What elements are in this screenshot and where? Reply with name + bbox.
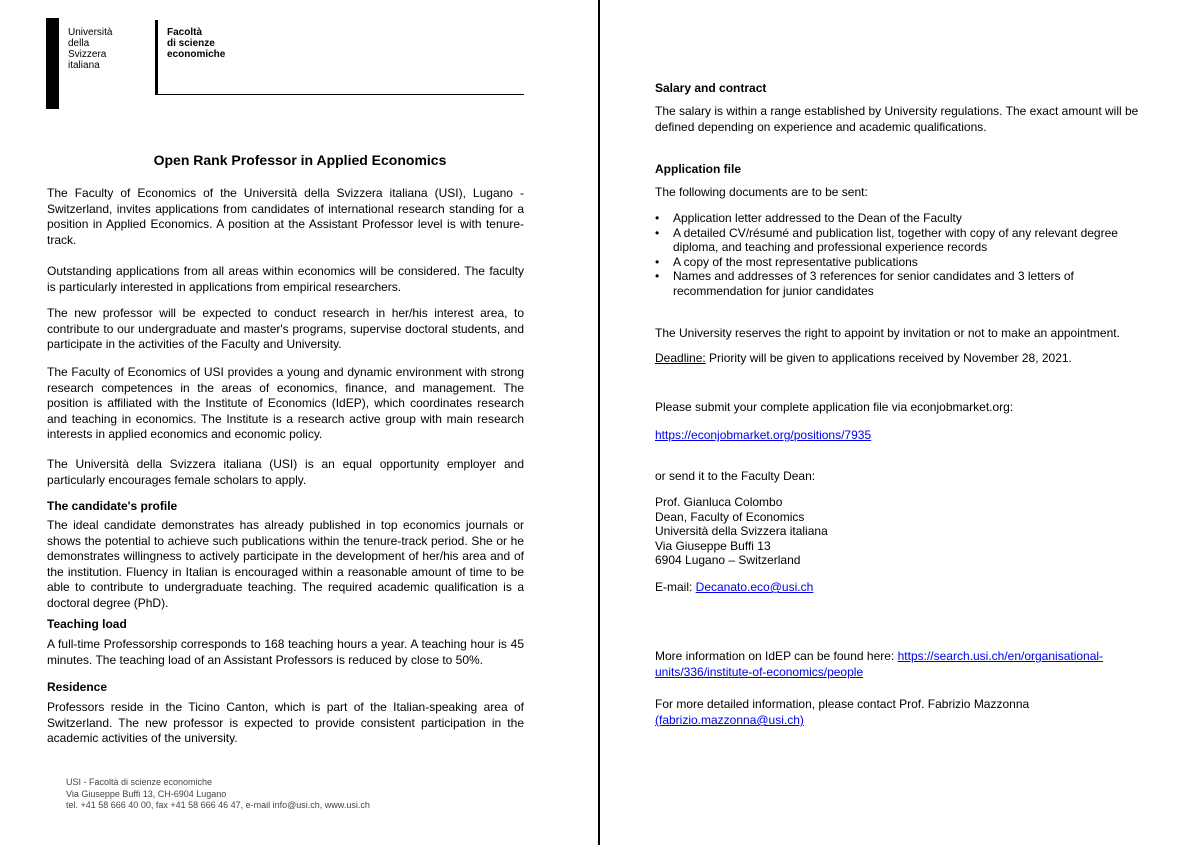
footer-line: USI - Facoltà di scienze economiche (66, 777, 213, 787)
logo-line: della (68, 38, 90, 49)
faculty-paragraph: The Faculty of Economics of USI provides a young and dynamic environment with strong research competences in the areas of economics, finance, and management. The position is affiliated with the Institute of Economics (IdEP), which coordinates research and teaching in economics. The Institute is a research active group with main research interests in applied economics and economic policy. (47, 365, 524, 441)
page-title: Open Rank Professor in Applied Economics (153, 152, 447, 168)
logo-line: di scienze (167, 38, 215, 49)
header-rule (156, 94, 524, 95)
application-heading: Application file (655, 162, 742, 176)
duties-paragraph: The new professor will be expected to conduct research in her/his interest area, to contribute to our undergraduate and master's programs, supervise doctoral students, and participate in the activities of the Faculty and University. (47, 306, 524, 351)
contact-text: For more detailed information, please contact Prof. Fabrizio Mazzonna (655, 697, 1030, 711)
email-line (655, 579, 1145, 595)
logo-line: italiana (68, 60, 100, 71)
teaching-paragraph: A full-time Professorship corresponds to 168 teaching hours a year. A teaching hour is 45 minutes. The teaching load of an Assistant Professors is reduced by close to 50%. (47, 637, 524, 667)
email-label: E-mail: (655, 580, 696, 594)
footer-line: tel. +41 58 666 40 00, fax +41 58 666 46 47, e-mail info@usi.ch, www.usi.ch (66, 800, 370, 810)
list-item: • A detailed CV/résumé and publication list, together with copy of any relevant degree diploma, and teaching and professional experience records (655, 226, 1125, 255)
logo-line: Facoltà (167, 27, 203, 38)
documents-list (655, 211, 1125, 298)
residence-heading: Residence (47, 680, 108, 694)
salary-heading: Salary and contract (655, 81, 767, 95)
profile-paragraph: The ideal candidate demonstrates has already published in top economics journals or shows the potential to achieve such publications within the tenure-track period. She or he demonstrates willingness to actively participate in the development of her/his area and of the institution. Fluency in Italian is encouraged within a reasonable amount of time to be able to contribute to undergraduate teaching. The required academic qualification is a doctoral degree (PhD). (47, 518, 524, 610)
logo-line: economiche (167, 49, 226, 60)
residence-paragraph: Professors reside in the Ticino Canton, which is part of the Italian-speaking area of Switzerland. The new professor is expected to provide consistent participation in the academic activities of the university. (47, 700, 524, 745)
deadline-text: Priority will be given to applications received by November 28, 2021. (705, 351, 1072, 365)
more-info-paragraph (655, 648, 1125, 680)
send-paragraph: or send it to the Faculty Dean: (655, 469, 816, 483)
logo-line: Svizzera (68, 49, 107, 60)
faculty-logo-text (167, 27, 225, 60)
idep-link[interactable]: https://search.usi.ch/en/organisational-units/336/institute-of-economics/people (655, 649, 1104, 679)
address-line: Università della Svizzera italiana (655, 524, 828, 538)
application-intro: The following documents are to be sent: (655, 185, 868, 199)
areas-paragraph: Outstanding applications from all areas within economics will be considered. The faculty is particularly interested in applications from empirical researchers. (47, 264, 524, 294)
econjobmarket-link[interactable]: https://econjobmarket.org/positions/7935 (655, 428, 872, 442)
university-logo-text (68, 27, 112, 71)
address-line: Prof. Gianluca Colombo (655, 495, 783, 509)
intro-paragraph: The Faculty of Economics of the Università della Svizzera italiana (USI), Lugano - Switzerland, invites applications from candidates of international research standing for a position in Applied Economics. A position at the Assistant Professor level is with tenure-track. (47, 186, 524, 247)
deadline-label: Deadline: (655, 351, 706, 365)
contact-paragraph (655, 696, 1145, 728)
reserve-paragraph: The University reserves the right to appoint by invitation or not to make an appointment. (655, 326, 1120, 340)
salary-paragraph: The salary is within a range established by University regulations. The exact amount will be defined depending on experience and academic qualifications. (655, 104, 1139, 134)
submit-link-line (655, 427, 1145, 443)
contact-email-link[interactable]: (fabrizio.mazzonna@usi.ch) (655, 713, 804, 727)
address-line: Via Giuseppe Buffi 13 (655, 538, 771, 553)
more-info-text: More information on IdEP can be found here: (655, 649, 898, 663)
teaching-heading: Teaching load (47, 617, 127, 631)
list-item: • Names and addresses of 3 references for senior candidates and 3 letters of recommendation for junior candidates (655, 269, 1125, 298)
footer (66, 777, 370, 812)
address-line: Dean, Faculty of Economics (655, 509, 805, 524)
dean-email-link[interactable]: Decanato.eco@usi.ch (695, 580, 814, 594)
logo-line: Università (68, 27, 113, 38)
page-divider (598, 0, 600, 845)
logo-bar-right (155, 20, 158, 95)
equal-opportunity-paragraph: The Università della Svizzera italiana (USI) is an equal opportunity employer and particularly encourages female scholars to apply. (47, 457, 524, 487)
footer-line: Via Giuseppe Buffi 13, CH-6904 Lugano (66, 788, 227, 799)
submit-paragraph: Please submit your complete application file via econjobmarket.org: (655, 400, 1014, 414)
address-line: 6904 Lugano – Switzerland (655, 553, 801, 567)
profile-heading: The candidate's profile (47, 499, 178, 513)
list-item: • A copy of the most representative publications (655, 255, 1125, 270)
dean-address (655, 495, 1145, 568)
list-item: • Application letter addressed to the Dean of the Faculty (655, 211, 1125, 226)
deadline-paragraph (655, 350, 1145, 366)
logo-bar-left (46, 18, 59, 109)
